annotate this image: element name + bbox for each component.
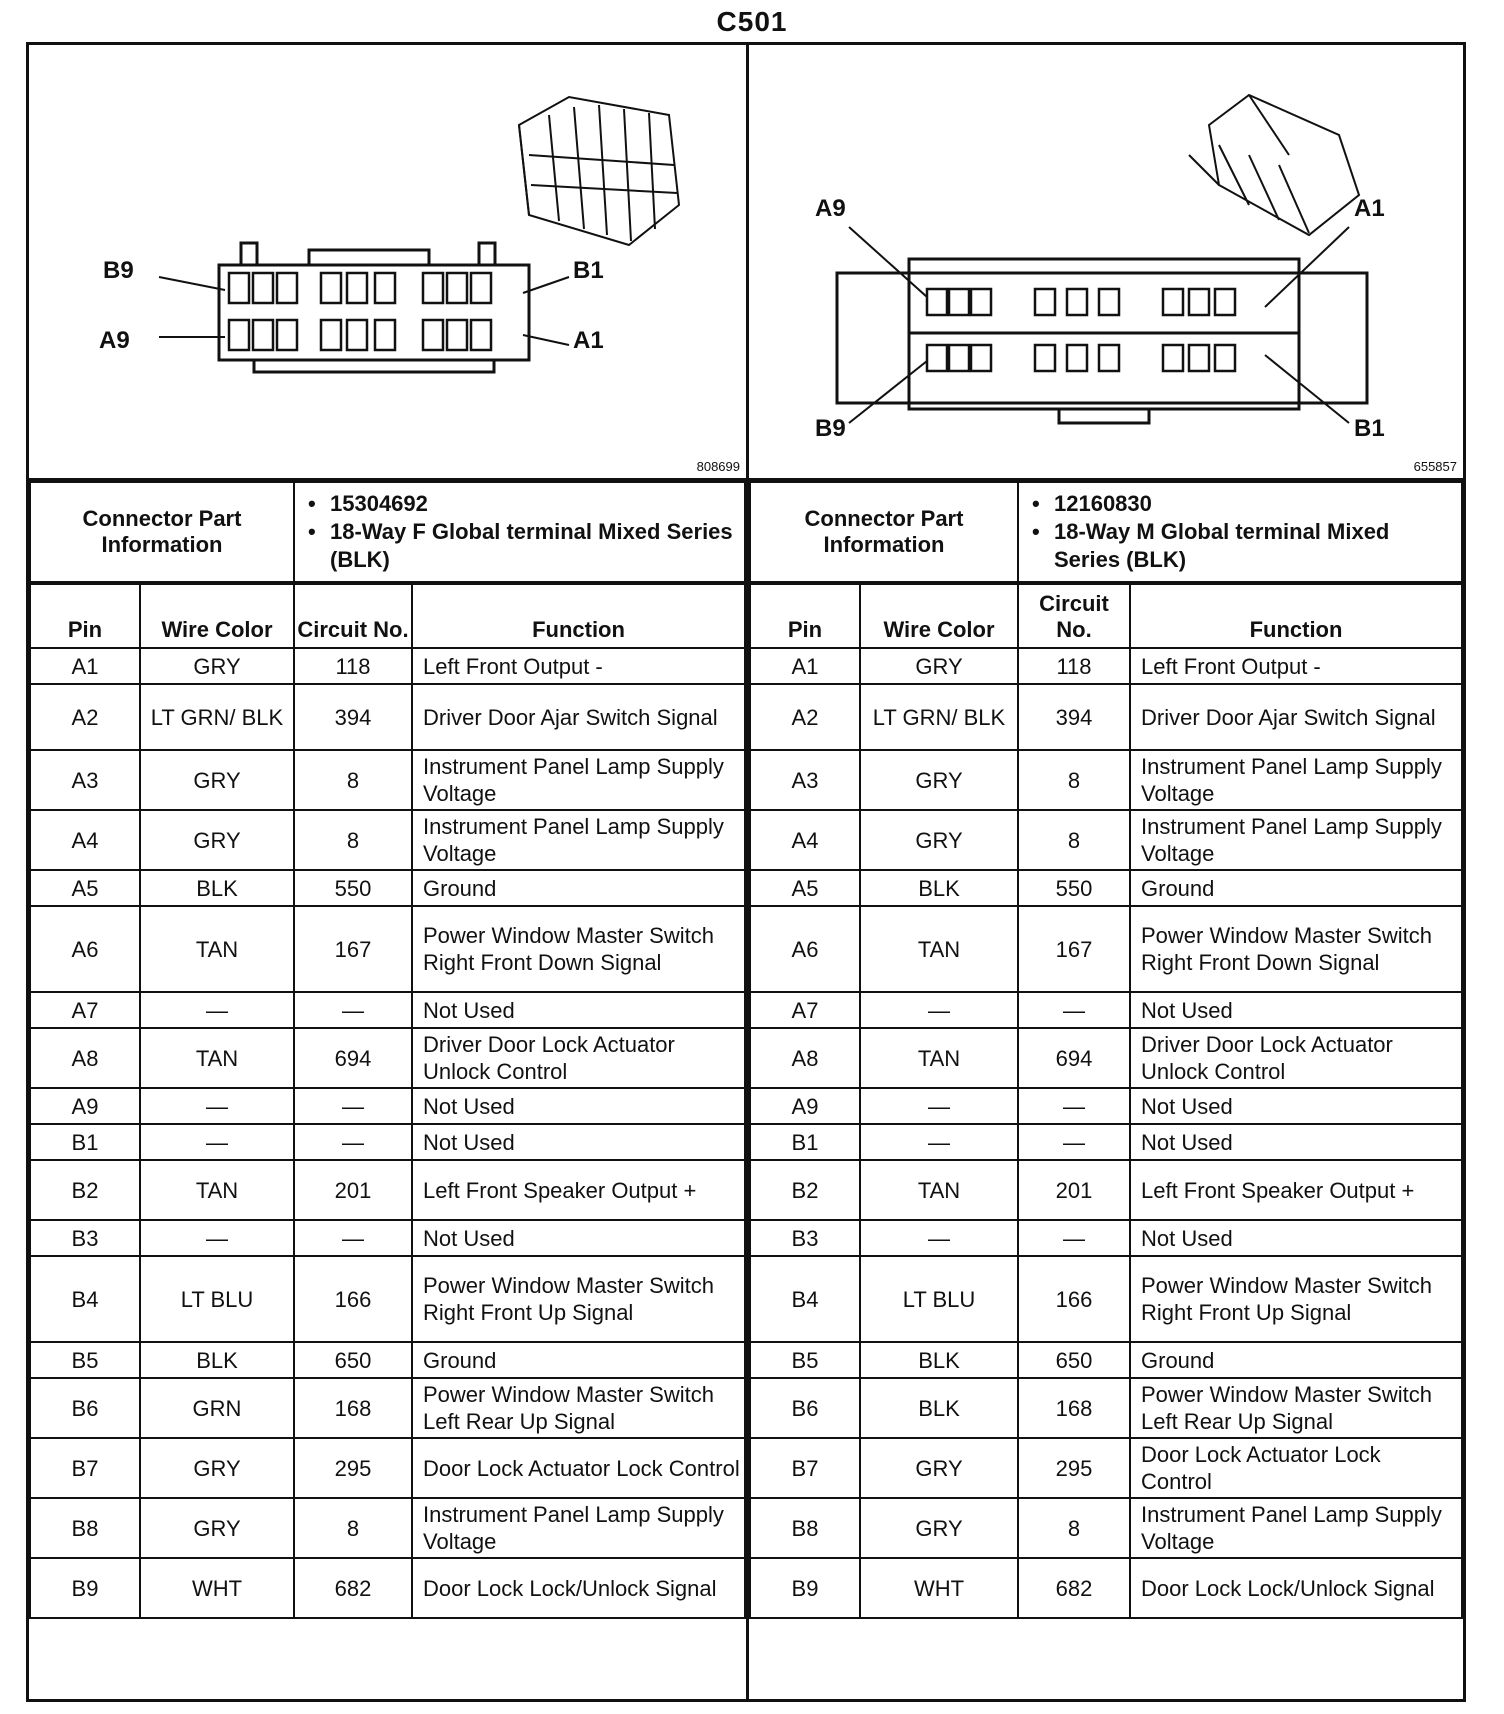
circuit-cell: 201: [1018, 1160, 1130, 1220]
pin-cell: A2: [750, 684, 860, 750]
pin-label-a1: A1: [1354, 195, 1385, 222]
pin-cell: A6: [30, 906, 140, 992]
wire-color-cell: BLK: [860, 1342, 1018, 1378]
pin-cell: B6: [30, 1378, 140, 1438]
pin-cell: B2: [30, 1160, 140, 1220]
part-description: • 18-Way M Global terminal Mixed Series (BLK): [1032, 518, 1460, 574]
page-title: C501: [716, 6, 788, 37]
circuit-cell: 682: [1018, 1558, 1130, 1618]
wire-color-cell: GRY: [860, 1498, 1018, 1558]
table-row: [750, 1256, 1462, 1342]
col-wire-color: Wire Color: [140, 584, 294, 648]
col-circuit: Circuit No.: [1018, 584, 1130, 648]
circuit-cell: —: [1018, 992, 1130, 1028]
circuit-cell: 295: [294, 1438, 412, 1498]
function-cell: Door Lock Lock/Unlock Signal: [412, 1558, 745, 1618]
table-row: [750, 1088, 1462, 1124]
pin-cell: B2: [750, 1160, 860, 1220]
table-row: [750, 810, 1462, 870]
function-cell: Door Lock Actuator Lock Control: [1130, 1438, 1462, 1498]
wire-color-cell: —: [860, 1124, 1018, 1160]
pin-cell: A6: [750, 906, 860, 992]
circuit-cell: 118: [294, 648, 412, 684]
function-cell: Driver Door Ajar Switch Signal: [1130, 684, 1462, 750]
wire-color-cell: GRN: [140, 1378, 294, 1438]
function-cell: Power Window Master Switch Left Rear Up Signal: [412, 1378, 745, 1438]
pin-cell: B8: [30, 1498, 140, 1558]
pin-cavities: [927, 289, 1235, 371]
wire-color-cell: TAN: [860, 906, 1018, 992]
circuit-cell: 167: [294, 906, 412, 992]
wire-color-cell: BLK: [140, 870, 294, 906]
circuit-cell: 8: [1018, 750, 1130, 810]
figure-number: 655857: [1413, 459, 1457, 474]
pin-cell: A8: [750, 1028, 860, 1088]
pin-cavity: [347, 320, 367, 350]
function-cell: Power Window Master Switch Right Front Down Signal: [412, 906, 745, 992]
circuit-cell: —: [1018, 1088, 1130, 1124]
pin-label-a9: A9: [815, 195, 846, 222]
circuit-cell: 8: [294, 1498, 412, 1558]
part-info-cell: [1018, 482, 1462, 582]
table-row: [750, 906, 1462, 992]
part-number: • 12160830: [1032, 490, 1460, 518]
table-row: [750, 1438, 1462, 1498]
pin-cavity: [1035, 289, 1055, 315]
function-cell: Door Lock Lock/Unlock Signal: [1130, 1558, 1462, 1618]
circuit-cell: 682: [294, 1558, 412, 1618]
table-row: [30, 684, 745, 750]
pin-label-b1: B1: [1354, 415, 1385, 442]
pin-label-b1: B1: [573, 257, 604, 284]
table-row: [750, 1160, 1462, 1220]
female-connector-diagram: [29, 45, 746, 481]
wire-color-cell: TAN: [140, 906, 294, 992]
function-cell: Power Window Master Switch Right Front Up Signal: [412, 1256, 745, 1342]
pin-cavity: [971, 289, 991, 315]
function-cell: Door Lock Actuator Lock Control: [412, 1438, 745, 1498]
pin-label-b9: B9: [103, 257, 134, 284]
function-cell: Instrument Panel Lamp Supply Voltage: [412, 750, 745, 810]
table-row: [750, 870, 1462, 906]
pin-cell: B4: [750, 1256, 860, 1342]
circuit-cell: —: [294, 992, 412, 1028]
table-row: [30, 1342, 745, 1378]
circuit-cell: —: [1018, 1124, 1130, 1160]
circuit-cell: —: [1018, 1220, 1130, 1256]
function-cell: Left Front Speaker Output +: [1130, 1160, 1462, 1220]
wire-color-cell: —: [860, 1088, 1018, 1124]
wire-color-cell: —: [860, 1220, 1018, 1256]
connector-3d-icon: [519, 97, 679, 245]
function-cell: Left Front Output -: [412, 648, 745, 684]
male-connector-diagram: [749, 45, 1463, 481]
table-row: [30, 1256, 745, 1342]
pin-cavity: [1189, 345, 1209, 371]
table-row: [30, 1160, 745, 1220]
circuit-cell: 8: [1018, 1498, 1130, 1558]
table-row: [30, 648, 745, 684]
col-pin: Pin: [750, 584, 860, 648]
table-row: [30, 906, 745, 992]
pin-cell: A4: [750, 810, 860, 870]
function-cell: Instrument Panel Lamp Supply Voltage: [1130, 750, 1462, 810]
pin-cell: B7: [750, 1438, 860, 1498]
wire-color-cell: GRY: [860, 648, 1018, 684]
pin-cell: A7: [750, 992, 860, 1028]
table-row: [750, 1028, 1462, 1088]
pin-cavity: [1163, 345, 1183, 371]
pin-table-body: [30, 648, 745, 1618]
pin-cavity: [277, 273, 297, 303]
circuit-cell: 550: [1018, 870, 1130, 906]
circuit-cell: 295: [1018, 1438, 1130, 1498]
table-row: [30, 1558, 745, 1618]
pin-cavity: [321, 273, 341, 303]
pin-label-a1: A1: [573, 327, 604, 354]
table-row: [30, 1028, 745, 1088]
wire-color-cell: —: [140, 1088, 294, 1124]
function-cell: Not Used: [412, 1124, 745, 1160]
table-row: [30, 1438, 745, 1498]
table-row: [750, 750, 1462, 810]
connector-info-label: Connector Part Information: [30, 482, 294, 582]
circuit-cell: 8: [1018, 810, 1130, 870]
pin-cell: A8: [30, 1028, 140, 1088]
circuit-cell: 201: [294, 1160, 412, 1220]
pin-cell: B3: [30, 1220, 140, 1256]
table-row: [30, 870, 745, 906]
wire-color-cell: TAN: [860, 1160, 1018, 1220]
connector-3d-icon: [1189, 95, 1359, 235]
wire-color-cell: TAN: [140, 1028, 294, 1088]
circuit-cell: 8: [294, 750, 412, 810]
table-row: [30, 1498, 745, 1558]
female-connector-drawing: [29, 45, 746, 478]
circuit-cell: 168: [1018, 1378, 1130, 1438]
pin-cell: A3: [30, 750, 140, 810]
function-cell: Instrument Panel Lamp Supply Voltage: [1130, 1498, 1462, 1558]
function-cell: Not Used: [1130, 1220, 1462, 1256]
function-cell: Power Window Master Switch Right Front Up Signal: [1130, 1256, 1462, 1342]
connector-sheet: [26, 42, 1466, 1702]
col-pin: Pin: [30, 584, 140, 648]
table-row: [750, 1124, 1462, 1160]
connector-face: [837, 259, 1367, 423]
table-row: [750, 1342, 1462, 1378]
pin-cell: A1: [750, 648, 860, 684]
connector-info-label: Connector Part Information: [750, 482, 1018, 582]
circuit-cell: 394: [1018, 684, 1130, 750]
wire-color-cell: —: [140, 992, 294, 1028]
function-cell: Not Used: [1130, 1088, 1462, 1124]
table-row: [30, 750, 745, 810]
pin-cavity: [1215, 289, 1235, 315]
table-row: [30, 1124, 745, 1160]
circuit-cell: 168: [294, 1378, 412, 1438]
pin-cavity: [971, 345, 991, 371]
wire-color-cell: LT GRN/ BLK: [140, 684, 294, 750]
col-function: Function: [412, 584, 745, 648]
circuit-cell: 118: [1018, 648, 1130, 684]
wire-color-cell: TAN: [140, 1160, 294, 1220]
circuit-cell: 166: [294, 1256, 412, 1342]
pin-cell: B1: [30, 1124, 140, 1160]
table-row: [750, 1498, 1462, 1558]
function-cell: Not Used: [1130, 992, 1462, 1028]
wire-color-cell: LT BLU: [140, 1256, 294, 1342]
function-cell: Instrument Panel Lamp Supply Voltage: [412, 810, 745, 870]
circuit-cell: 650: [294, 1342, 412, 1378]
pin-table: [29, 583, 746, 1619]
pin-cell: B3: [750, 1220, 860, 1256]
wire-color-cell: LT BLU: [860, 1256, 1018, 1342]
wire-color-cell: TAN: [860, 1028, 1018, 1088]
pin-cell: A9: [30, 1088, 140, 1124]
table-row: [750, 1220, 1462, 1256]
function-cell: Left Front Output -: [1130, 648, 1462, 684]
pin-cell: B5: [30, 1342, 140, 1378]
part-info-cell: [294, 482, 745, 582]
wire-color-cell: LT GRN/ BLK: [860, 684, 1018, 750]
pin-cavity: [321, 320, 341, 350]
col-function: Function: [1130, 584, 1462, 648]
pin-cavity: [253, 273, 273, 303]
pin-cavity: [1163, 289, 1183, 315]
pin-cavity: [1067, 345, 1087, 371]
pin-cell: B6: [750, 1378, 860, 1438]
circuit-cell: 8: [294, 810, 412, 870]
pin-cavity: [423, 320, 443, 350]
pin-cell: A3: [750, 750, 860, 810]
figure-number: 808699: [696, 459, 740, 474]
pin-leaders: [849, 227, 1349, 423]
pin-cavity: [253, 320, 273, 350]
connector-part-info: [29, 481, 746, 583]
wire-color-cell: GRY: [140, 810, 294, 870]
function-cell: Instrument Panel Lamp Supply Voltage: [412, 1498, 745, 1558]
table-row: [750, 1558, 1462, 1618]
pin-label-a9: A9: [99, 327, 130, 354]
table-row: [750, 684, 1462, 750]
function-cell: Not Used: [412, 992, 745, 1028]
table-row: [30, 1220, 745, 1256]
function-cell: Not Used: [412, 1088, 745, 1124]
function-cell: Ground: [1130, 870, 1462, 906]
pin-cell: A4: [30, 810, 140, 870]
circuit-cell: —: [294, 1124, 412, 1160]
circuit-cell: —: [294, 1220, 412, 1256]
male-connector-panel: [749, 45, 1463, 1699]
male-connector-drawing: [749, 45, 1460, 478]
wire-color-cell: WHT: [860, 1558, 1018, 1618]
pin-cell: B1: [750, 1124, 860, 1160]
function-cell: Power Window Master Switch Left Rear Up Signal: [1130, 1378, 1462, 1438]
function-cell: Power Window Master Switch Right Front Down Signal: [1130, 906, 1462, 992]
circuit-cell: 394: [294, 684, 412, 750]
function-cell: Not Used: [412, 1220, 745, 1256]
pin-cavity: [471, 320, 491, 350]
pin-cavity: [1099, 345, 1119, 371]
function-cell: Ground: [1130, 1342, 1462, 1378]
function-cell: Ground: [412, 870, 745, 906]
pin-cavity: [229, 320, 249, 350]
table-row: [750, 1378, 1462, 1438]
function-cell: Not Used: [1130, 1124, 1462, 1160]
pin-cavity: [277, 320, 297, 350]
pin-cavity: [1035, 345, 1055, 371]
function-cell: Left Front Speaker Output +: [412, 1160, 745, 1220]
wire-color-cell: GRY: [860, 1438, 1018, 1498]
pin-cavity: [375, 320, 395, 350]
pin-cavity: [1215, 345, 1235, 371]
wire-color-cell: GRY: [860, 810, 1018, 870]
table-row: [30, 810, 745, 870]
wire-color-cell: GRY: [140, 1498, 294, 1558]
wire-color-cell: —: [140, 1220, 294, 1256]
pin-cavity: [1099, 289, 1119, 315]
circuit-cell: 650: [1018, 1342, 1130, 1378]
wire-color-cell: BLK: [860, 870, 1018, 906]
pin-cavity: [927, 289, 947, 315]
pin-cell: B4: [30, 1256, 140, 1342]
pin-cell: A7: [30, 992, 140, 1028]
pin-cell: A9: [750, 1088, 860, 1124]
pin-cell: B8: [750, 1498, 860, 1558]
circuit-cell: 694: [1018, 1028, 1130, 1088]
wire-color-cell: —: [860, 992, 1018, 1028]
table-row: [30, 1378, 745, 1438]
part-description: • 18-Way F Global terminal Mixed Series (BLK): [308, 518, 743, 574]
connector-face: [219, 243, 529, 372]
pin-cavities: [229, 273, 491, 350]
table-row: [750, 992, 1462, 1028]
circuit-cell: 694: [294, 1028, 412, 1088]
wire-color-cell: GRY: [140, 648, 294, 684]
pin-cavity: [347, 273, 367, 303]
wire-color-cell: GRY: [140, 750, 294, 810]
pin-cell: A5: [30, 870, 140, 906]
function-cell: Instrument Panel Lamp Supply Voltage: [1130, 810, 1462, 870]
wire-color-cell: WHT: [140, 1558, 294, 1618]
wire-color-cell: —: [140, 1124, 294, 1160]
pin-cavity: [447, 320, 467, 350]
function-cell: Ground: [412, 1342, 745, 1378]
pin-cavity: [1189, 289, 1209, 315]
wire-color-cell: BLK: [140, 1342, 294, 1378]
pin-cell: B9: [30, 1558, 140, 1618]
wire-color-cell: GRY: [140, 1438, 294, 1498]
pin-cell: A2: [30, 684, 140, 750]
wire-color-cell: BLK: [860, 1378, 1018, 1438]
pin-cavity: [927, 345, 947, 371]
circuit-cell: —: [294, 1088, 412, 1124]
pin-cell: A1: [30, 648, 140, 684]
function-cell: Driver Door Lock Actuator Unlock Control: [412, 1028, 745, 1088]
connector-part-info: [749, 481, 1463, 583]
pin-cavity: [1067, 289, 1087, 315]
function-cell: Driver Door Ajar Switch Signal: [412, 684, 745, 750]
part-number: • 15304692: [308, 490, 743, 518]
table-row: [30, 1088, 745, 1124]
pin-cell: B7: [30, 1438, 140, 1498]
pin-cavity: [375, 273, 395, 303]
table-row: [30, 992, 745, 1028]
female-connector-panel: [29, 45, 749, 1699]
pin-cavity: [471, 273, 491, 303]
pin-cavity: [949, 345, 969, 371]
pin-label-b9: B9: [815, 415, 846, 442]
pin-cavity: [423, 273, 443, 303]
col-wire-color: Wire Color: [860, 584, 1018, 648]
function-cell: Driver Door Lock Actuator Unlock Control: [1130, 1028, 1462, 1088]
pin-cell: B9: [750, 1558, 860, 1618]
pin-cavity: [949, 289, 969, 315]
pin-table: [749, 583, 1463, 1619]
pin-cavity: [447, 273, 467, 303]
circuit-cell: 167: [1018, 906, 1130, 992]
pin-cavity: [229, 273, 249, 303]
pin-cell: B5: [750, 1342, 860, 1378]
circuit-cell: 166: [1018, 1256, 1130, 1342]
table-row: [750, 648, 1462, 684]
pin-cell: A5: [750, 870, 860, 906]
wire-color-cell: GRY: [860, 750, 1018, 810]
col-circuit: Circuit No.: [294, 584, 412, 648]
pin-table-body: [750, 648, 1462, 1618]
circuit-cell: 550: [294, 870, 412, 906]
